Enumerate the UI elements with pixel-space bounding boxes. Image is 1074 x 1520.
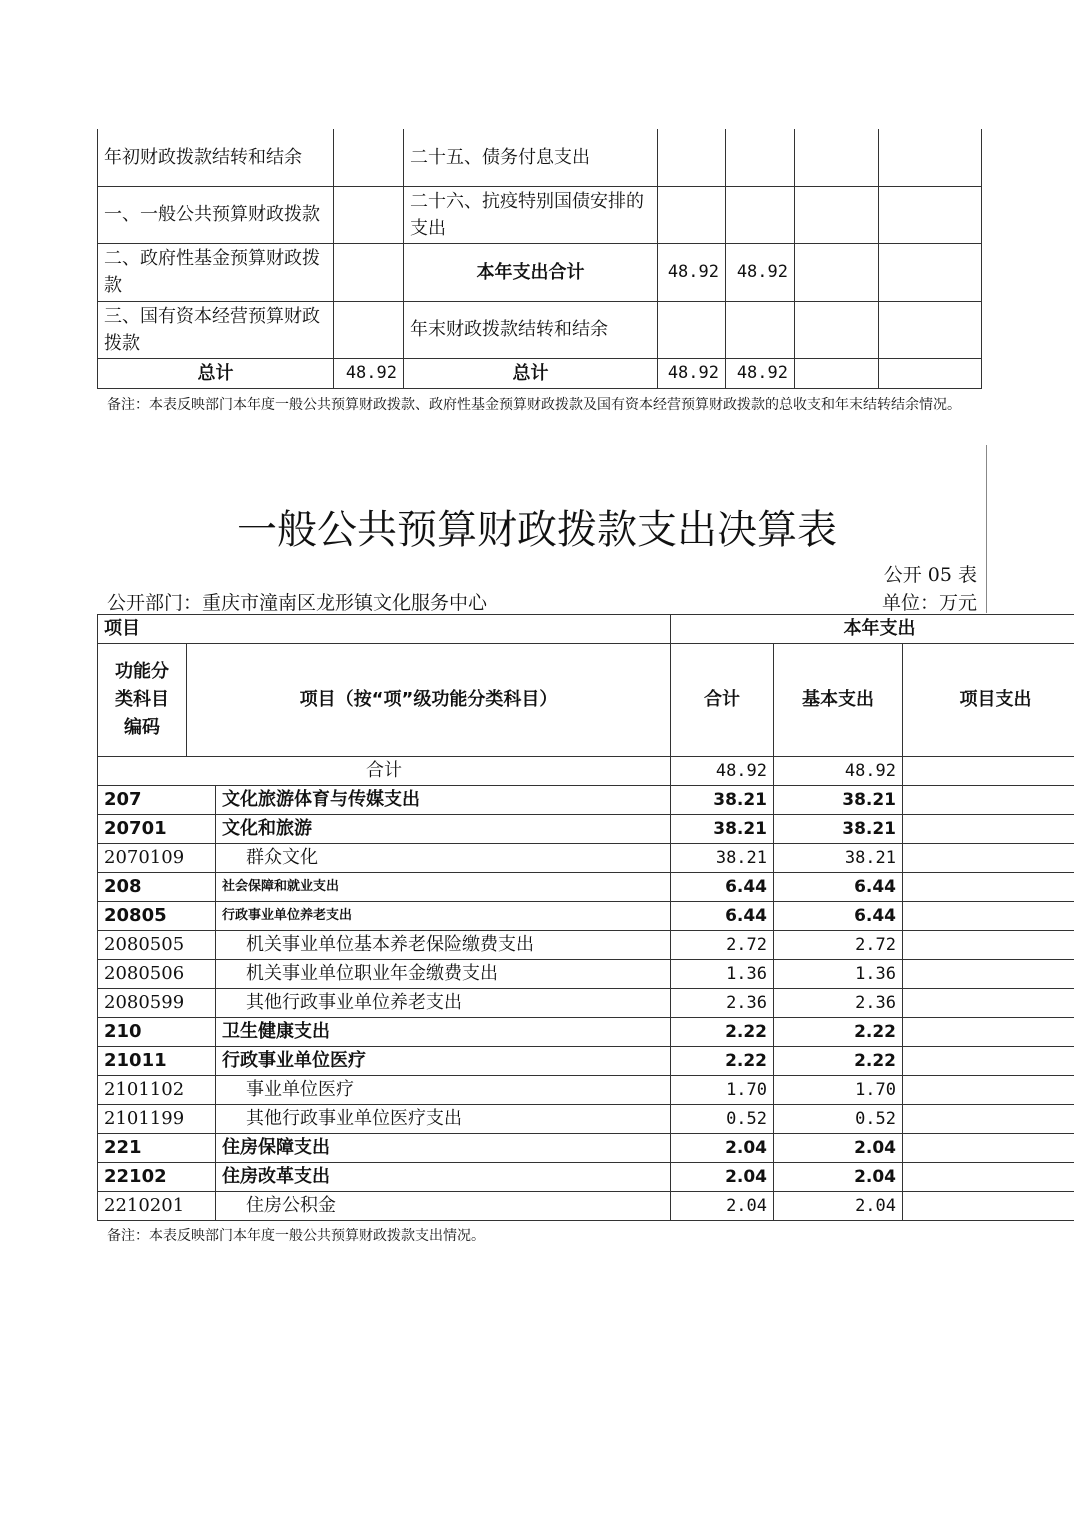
total-value: 2.04 <box>671 1134 774 1163</box>
total-label: 合计 <box>98 757 671 786</box>
table1-note: 备注：本表反映部门本年度一般公共预算财政拨款、政府性基金预算财政拨款及国有资本经营预算财政拨款的总收支和年末结转结余情况。 <box>107 397 961 413</box>
income-label: 一、一般公共预算财政拨款 <box>98 186 334 243</box>
item-name-cell: 住房保障支出 <box>216 1134 671 1163</box>
table-row <box>98 1076 1074 1105</box>
income-total-value: 48.92 <box>334 358 404 388</box>
basic-value: 2.22 <box>774 1047 903 1076</box>
table-row <box>98 129 982 186</box>
total-value: 2.22 <box>671 1018 774 1047</box>
item-name-cell: 群众文化 <box>216 844 671 873</box>
table-row <box>98 1105 1074 1134</box>
basic-value: 1.70 <box>774 1076 903 1105</box>
total-value: 1.70 <box>671 1076 774 1105</box>
project-value <box>903 931 1074 960</box>
total-value: 6.44 <box>671 902 774 931</box>
table-row <box>98 1018 1074 1047</box>
total-row <box>98 757 1074 786</box>
total-value: 2.04 <box>671 1192 774 1221</box>
income-total-label: 总计 <box>98 358 334 388</box>
table-row <box>98 960 1074 989</box>
value-cell <box>795 243 879 301</box>
value-cell: 48.92 <box>726 358 795 388</box>
project-value <box>903 815 1074 844</box>
value-cell <box>726 129 795 186</box>
value-cell <box>658 129 726 186</box>
header-total: 合计 <box>671 644 774 757</box>
basic-value: 0.52 <box>774 1105 903 1134</box>
value-cell <box>879 301 982 358</box>
project-value <box>903 989 1074 1018</box>
expense-label: 年末财政拨款结转和结余 <box>404 301 658 358</box>
basic-value: 38.21 <box>774 815 903 844</box>
project-value <box>903 1163 1074 1192</box>
project-value <box>903 757 1074 786</box>
table-row <box>98 1163 1074 1192</box>
page-title: 一般公共预算财政拨款支出决算表 <box>237 507 837 553</box>
item-name-cell: 行政事业单位医疗 <box>216 1047 671 1076</box>
code-cell: 210 <box>98 1018 216 1047</box>
basic-value: 2.22 <box>774 1018 903 1047</box>
header-item: 项目（按“项”级功能分类科目） <box>187 644 671 757</box>
project-value <box>903 1047 1074 1076</box>
project-value <box>903 1134 1074 1163</box>
header-year-expense: 本年支出 <box>671 615 1074 644</box>
item-name-cell: 事业单位医疗 <box>216 1076 671 1105</box>
value-cell <box>879 358 982 388</box>
basic-value: 38.21 <box>774 786 903 815</box>
value-cell <box>795 129 879 186</box>
item-name-cell: 文化旅游体育与传媒支出 <box>216 786 671 815</box>
total-value: 1.36 <box>671 960 774 989</box>
value-cell <box>658 186 726 243</box>
income-value <box>334 301 404 358</box>
table-row <box>98 1192 1074 1221</box>
basic-value: 1.36 <box>774 960 903 989</box>
value-cell <box>795 301 879 358</box>
project-value <box>903 1076 1074 1105</box>
header-basic: 基本支出 <box>774 644 903 757</box>
code-cell: 2101102 <box>98 1076 216 1105</box>
table-row <box>98 815 1074 844</box>
project-value <box>903 960 1074 989</box>
project-value <box>903 844 1074 873</box>
code-cell: 20805 <box>98 902 216 931</box>
basic-value: 2.72 <box>774 931 903 960</box>
total-value: 2.22 <box>671 1047 774 1076</box>
total-value: 38.21 <box>671 786 774 815</box>
table2-note: 备注：本表反映部门本年度一般公共预算财政拨款支出情况。 <box>107 1228 485 1244</box>
project-value <box>903 1105 1074 1134</box>
project-value <box>903 1018 1074 1047</box>
total-value: 0.52 <box>671 1105 774 1134</box>
header-project-expense: 项目支出 <box>903 644 1074 757</box>
code-cell: 22102 <box>98 1163 216 1192</box>
item-name-cell: 其他行政事业单位养老支出 <box>216 989 671 1018</box>
item-name-cell: 卫生健康支出 <box>216 1018 671 1047</box>
table-row <box>98 902 1074 931</box>
project-value <box>903 873 1074 902</box>
basic-value: 2.36 <box>774 989 903 1018</box>
item-name-cell: 社会保障和就业支出 <box>216 873 671 902</box>
item-name-cell: 住房改革支出 <box>216 1163 671 1192</box>
value-cell <box>795 186 879 243</box>
table-row <box>98 301 982 358</box>
code-cell: 20701 <box>98 815 216 844</box>
item-name-cell: 机关事业单位基本养老保险缴费支出 <box>216 931 671 960</box>
income-label: 年初财政拨款结转和结余 <box>98 129 334 186</box>
basic-value: 38.21 <box>774 844 903 873</box>
summary-table-continued <box>97 129 982 389</box>
expense-label: 二十六、抗疫特别国债安排的支出 <box>404 186 658 243</box>
basic-value: 6.44 <box>774 873 903 902</box>
code-cell: 2210201 <box>98 1192 216 1221</box>
value-cell <box>726 301 795 358</box>
table-row <box>98 989 1074 1018</box>
value-cell <box>795 358 879 388</box>
value-cell: 48.92 <box>726 243 795 301</box>
table-row <box>98 873 1074 902</box>
item-name-cell: 机关事业单位职业年金缴费支出 <box>216 960 671 989</box>
value-cell <box>879 243 982 301</box>
total-value: 38.21 <box>671 815 774 844</box>
basic-value: 2.04 <box>774 1192 903 1221</box>
item-name-cell: 文化和旅游 <box>216 815 671 844</box>
table-row <box>98 243 982 301</box>
code-cell: 2080599 <box>98 989 216 1018</box>
department-label: 公开部门：重庆市潼南区龙形镇文化服务中心 <box>107 592 488 614</box>
project-value <box>903 1192 1074 1221</box>
basic-value: 2.04 <box>774 1163 903 1192</box>
project-value <box>903 786 1074 815</box>
income-value <box>334 243 404 301</box>
income-value <box>334 186 404 243</box>
table-row <box>98 786 1074 815</box>
total-value: 38.21 <box>671 844 774 873</box>
income-label: 三、国有资本经营预算财政拨款 <box>98 301 334 358</box>
code-cell: 2101199 <box>98 1105 216 1134</box>
table-row <box>98 931 1074 960</box>
code-cell: 21011 <box>98 1047 216 1076</box>
total-row <box>98 358 982 388</box>
header-row <box>98 615 1074 644</box>
code-cell: 221 <box>98 1134 216 1163</box>
expense-total-label: 总计 <box>404 358 658 388</box>
table-row <box>98 186 982 243</box>
value-cell: 48.92 <box>658 358 726 388</box>
table-row <box>98 844 1074 873</box>
basic-value: 48.92 <box>774 757 903 786</box>
header-row <box>98 644 1074 757</box>
table-number: 公开 05 表 <box>883 564 977 586</box>
total-value: 48.92 <box>671 757 774 786</box>
total-value: 2.04 <box>671 1163 774 1192</box>
project-value <box>903 902 1074 931</box>
table-row <box>98 1047 1074 1076</box>
header-project: 项目 <box>98 615 671 644</box>
basic-value: 2.04 <box>774 1134 903 1163</box>
expense-rows <box>98 786 1074 1221</box>
table-row <box>98 1134 1074 1163</box>
unit-label: 单位：万元 <box>881 592 977 614</box>
total-value: 2.72 <box>671 931 774 960</box>
income-value <box>334 129 404 186</box>
expense-label: 二十五、债务付息支出 <box>404 129 658 186</box>
basic-value: 6.44 <box>774 902 903 931</box>
income-label: 二、政府性基金预算财政拨款 <box>98 243 334 301</box>
code-cell: 2080505 <box>98 931 216 960</box>
value-cell <box>879 186 982 243</box>
item-name-cell: 住房公积金 <box>216 1192 671 1221</box>
item-name-cell: 其他行政事业单位医疗支出 <box>216 1105 671 1134</box>
code-cell: 207 <box>98 786 216 815</box>
total-value: 6.44 <box>671 873 774 902</box>
code-cell: 2070109 <box>98 844 216 873</box>
value-cell: 48.92 <box>658 243 726 301</box>
expense-table <box>97 614 1074 1221</box>
code-cell: 2080506 <box>98 960 216 989</box>
value-cell <box>726 186 795 243</box>
value-cell <box>879 129 982 186</box>
header-code: 功能分类科目编码 <box>98 644 187 757</box>
expense-label: 本年支出合计 <box>404 243 658 301</box>
total-value: 2.36 <box>671 989 774 1018</box>
code-cell: 208 <box>98 873 216 902</box>
item-name-cell: 行政事业单位养老支出 <box>216 902 671 931</box>
value-cell <box>658 301 726 358</box>
